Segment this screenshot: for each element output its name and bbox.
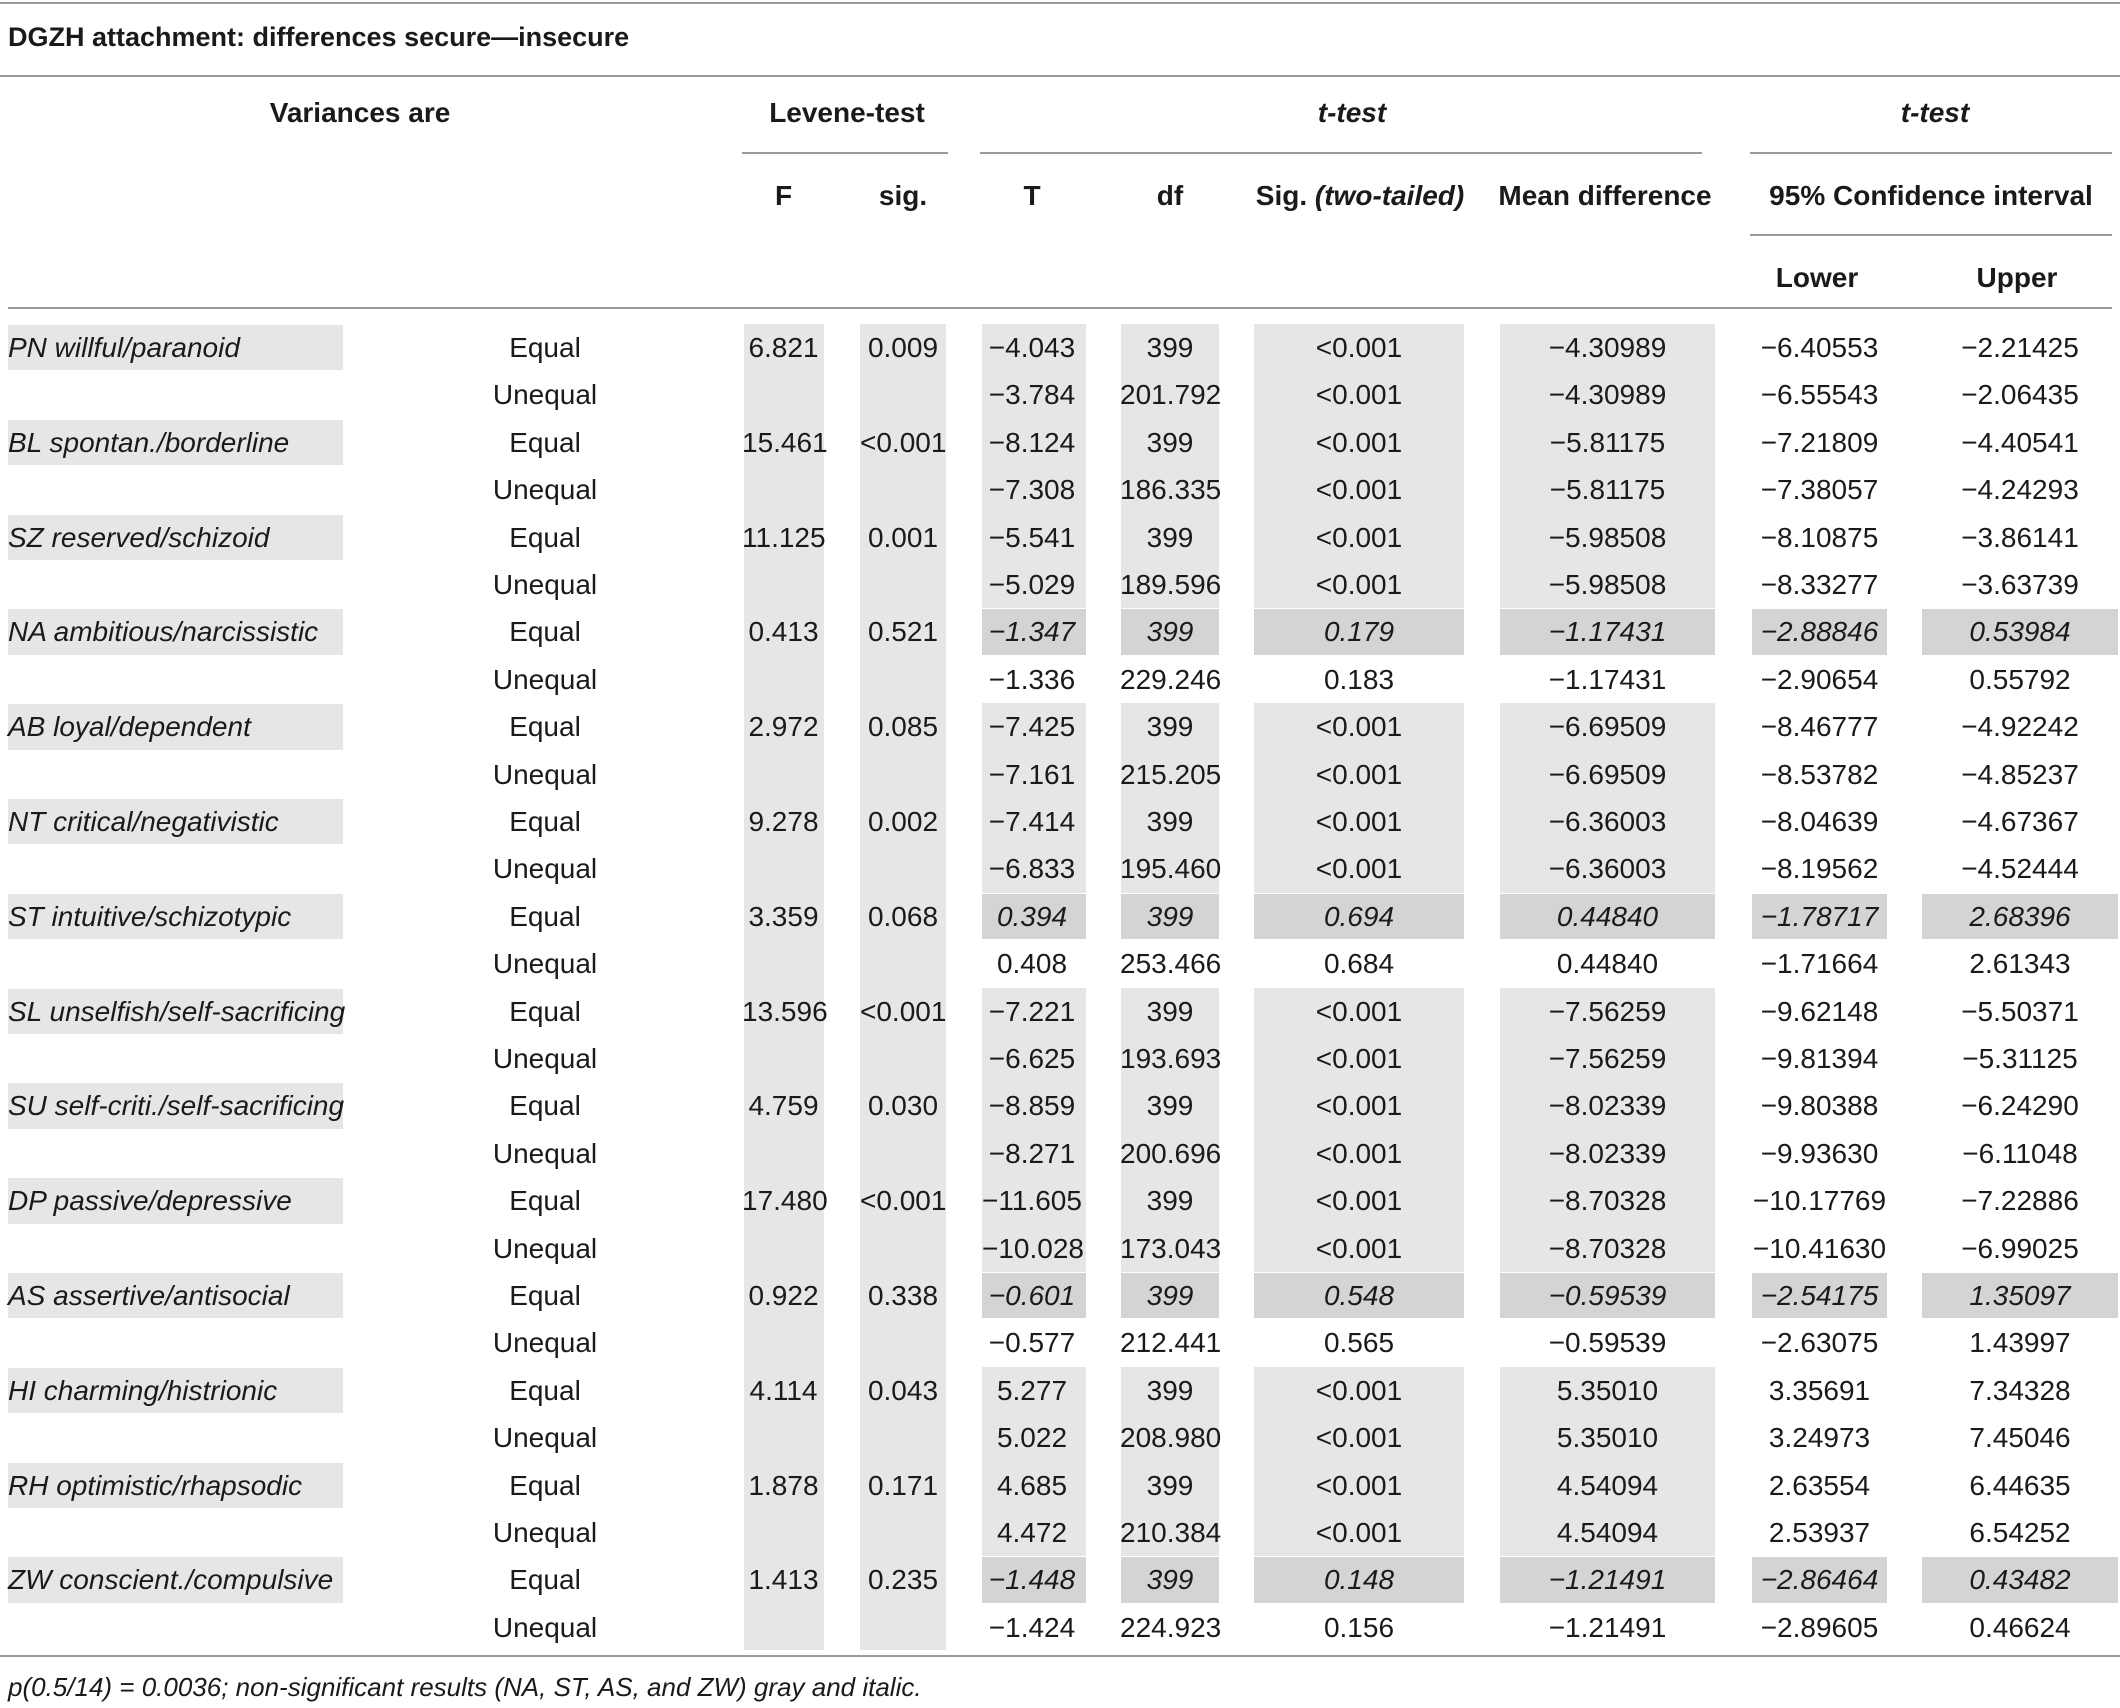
sig-two-tailed: <0.001	[1315, 1232, 1403, 1264]
sig-two-tailed: <0.001	[1315, 1185, 1403, 1217]
table-title: DGZH attachment: differences secure—insecure	[8, 22, 630, 52]
df-value: 399	[1146, 806, 1194, 837]
levene-F: 0.413	[748, 616, 819, 648]
mean-difference: −0.59539	[1548, 1327, 1667, 1359]
sig-two-tailed: 0.156	[1323, 1611, 1395, 1643]
sig-two-tailed: <0.001	[1315, 1137, 1403, 1169]
ci-upper: −4.52444	[1961, 853, 2079, 885]
sig-two-tailed: 0.148	[1323, 1564, 1395, 1596]
sig-two-tailed: <0.001	[1315, 995, 1403, 1027]
ci-upper: −3.86141	[1961, 521, 2079, 553]
df-value: 212.441	[1120, 1327, 1222, 1359]
variance-type: Equal	[509, 1185, 581, 1217]
levene-sig: 0.068	[867, 900, 939, 932]
header-levene: Levene-test	[769, 97, 925, 128]
ci-upper: 7.45046	[1969, 1422, 2071, 1454]
mean-difference: 0.44840	[1556, 948, 1659, 980]
sig-two-tailed: <0.001	[1315, 1469, 1403, 1501]
t-value: −7.221	[988, 995, 1076, 1027]
row-label: PN willful/paranoid	[8, 332, 240, 363]
ci-lower: −10.17769	[1752, 1185, 1887, 1217]
variance-type: Equal	[509, 1469, 581, 1501]
ci-lower: −7.38057	[1760, 474, 1879, 506]
levene-sig: 0.001	[867, 521, 939, 553]
variance-type: Unequal	[492, 853, 598, 885]
df-value: 193.693	[1120, 1043, 1222, 1074]
ci-lower: −8.53782	[1760, 758, 1879, 790]
header-df: df	[1156, 180, 1184, 211]
mean-difference: −5.81175	[1549, 474, 1666, 506]
ci-lower: −6.55543	[1760, 379, 1879, 411]
mean-difference: −1.17431	[1548, 616, 1667, 648]
levene-F: 17.480	[742, 1185, 828, 1217]
header-sig-two-tailed: Sig. (two-tailed)	[1255, 180, 1465, 211]
variance-type: Unequal	[492, 1043, 598, 1074]
ci-upper: −4.40541	[1961, 426, 2079, 458]
variance-type: Unequal	[492, 663, 598, 695]
t-value: −8.271	[988, 1137, 1076, 1169]
ci-upper: 2.61343	[1969, 948, 2071, 980]
levene-sig: <0.001	[860, 426, 947, 458]
mean-difference: −1.21491	[1548, 1564, 1667, 1596]
levene-rule	[742, 152, 948, 154]
df-value: 399	[1146, 332, 1194, 363]
variance-type: Unequal	[492, 379, 598, 411]
ci-lower: −8.46777	[1760, 711, 1879, 743]
variance-type: Unequal	[492, 474, 598, 506]
df-value: 210.384	[1120, 1517, 1222, 1548]
ci-lower: 3.35691	[1768, 1374, 1871, 1406]
df-value: 399	[1146, 1374, 1194, 1406]
row-label: HI charming/histrionic	[8, 1374, 278, 1406]
df-value: 399	[1146, 426, 1194, 458]
row-label: RH optimistic/rhapsodic	[8, 1469, 303, 1501]
ci-upper: −2.21425	[1961, 332, 2079, 363]
header-lower: Lower	[1775, 262, 1859, 293]
mean-difference: −8.70328	[1548, 1185, 1667, 1217]
variance-type: Unequal	[492, 1137, 598, 1169]
df-value: 399	[1146, 1564, 1194, 1596]
variance-type: Unequal	[492, 569, 598, 600]
variance-type: Equal	[509, 1374, 581, 1406]
row-label: SL unselfish/self-sacrificing	[8, 995, 346, 1027]
header-T: T	[1023, 180, 1041, 211]
t-value: −6.833	[988, 853, 1076, 885]
t-value: −0.601	[988, 1280, 1076, 1311]
mean-difference: −5.81175	[1549, 426, 1666, 458]
ci-lower: −9.80388	[1760, 1090, 1879, 1122]
levene-F: 4.114	[749, 1374, 818, 1406]
df-value: 399	[1146, 521, 1194, 553]
ci-lower: −7.21809	[1760, 426, 1879, 458]
ci-lower: −2.63075	[1760, 1327, 1879, 1359]
ci-upper: 1.43997	[1969, 1327, 2071, 1359]
df-value: 399	[1146, 1469, 1194, 1501]
variance-type: Equal	[509, 900, 581, 932]
df-value: 399	[1146, 711, 1194, 743]
ci-lower: −2.54175	[1760, 1280, 1879, 1311]
ci-upper: −6.99025	[1961, 1232, 2079, 1264]
df-value: 195.460	[1120, 853, 1222, 885]
variance-type: Unequal	[492, 1422, 598, 1454]
ci-lower: 3.24973	[1768, 1422, 1871, 1454]
mean-difference: −1.17431	[1548, 663, 1667, 695]
df-value: 215.205	[1120, 758, 1222, 790]
row-label: ST intuitive/schizotypic	[8, 900, 292, 932]
t-value: −7.425	[988, 711, 1076, 743]
t-value: −5.541	[988, 521, 1076, 553]
table-top-rule	[0, 2, 2120, 4]
table-bottom-rule	[0, 1655, 2120, 1657]
ci-upper: −4.85237	[1961, 758, 2079, 790]
df-value: 399	[1146, 1280, 1194, 1311]
variance-type: Equal	[509, 1090, 581, 1122]
mean-difference: −8.02339	[1548, 1090, 1667, 1122]
levene-F: 11.125	[742, 521, 826, 553]
levene-sig: 0.002	[867, 806, 939, 837]
ci-lower: −2.89605	[1760, 1611, 1879, 1643]
variance-type: Unequal	[492, 948, 598, 980]
ci-upper: −7.22886	[1961, 1185, 2079, 1217]
df-value: 399	[1146, 616, 1194, 648]
sig-two-tailed: <0.001	[1315, 1090, 1403, 1122]
levene-sig: 0.235	[867, 1564, 939, 1596]
title-rule	[0, 75, 2120, 77]
header-upper: Upper	[1976, 262, 2058, 293]
row-label: AB loyal/dependent	[8, 711, 251, 743]
ci-upper: 0.46624	[1969, 1611, 2071, 1643]
mean-difference: −8.02339	[1548, 1137, 1667, 1169]
df-value: 224.923	[1120, 1611, 1222, 1643]
variance-type: Unequal	[492, 1517, 598, 1548]
t-value: −8.859	[988, 1090, 1076, 1122]
t-value: −6.625	[988, 1043, 1076, 1074]
row-label: NT critical/negativistic	[8, 806, 279, 837]
row-label: BL spontan./borderline	[8, 426, 290, 458]
t-value: −7.308	[988, 474, 1076, 506]
levene-F: 0.922	[748, 1280, 819, 1311]
sig-two-tailed: <0.001	[1315, 806, 1403, 837]
sig-two-tailed: <0.001	[1315, 758, 1403, 790]
mean-difference: −5.98508	[1548, 521, 1667, 553]
ci-upper: 6.44635	[1969, 1469, 2071, 1501]
variance-type: Equal	[509, 426, 581, 458]
variance-type: Equal	[509, 806, 581, 837]
ci-upper: 0.55792	[1969, 663, 2071, 695]
ttest-rule	[980, 152, 1702, 154]
t-value: −5.029	[988, 569, 1076, 600]
sig-two-tailed: <0.001	[1315, 379, 1403, 411]
variance-type: Equal	[509, 1564, 581, 1596]
ci-upper: −2.06435	[1961, 379, 2079, 411]
df-value: 201.792	[1120, 379, 1222, 411]
t-value: −1.448	[988, 1564, 1076, 1596]
variance-type: Unequal	[492, 758, 598, 790]
mean-difference: −6.69509	[1548, 758, 1667, 790]
variance-type: Equal	[509, 995, 581, 1027]
t-value: 4.472	[996, 1517, 1068, 1548]
row-label: SZ reserved/schizoid	[8, 521, 270, 553]
mean-difference: −6.36003	[1548, 853, 1667, 885]
sig-two-tailed: <0.001	[1315, 569, 1403, 600]
ci-lower: −8.19562	[1760, 853, 1879, 885]
row-label: ZW conscient./compulsive	[8, 1564, 334, 1596]
t-value: 5.022	[996, 1422, 1068, 1454]
mean-difference: −1.21491	[1548, 1611, 1667, 1643]
ci-upper: −4.24293	[1961, 474, 2079, 506]
mean-difference: 4.54094	[1556, 1517, 1659, 1548]
levene-sig: 0.030	[867, 1090, 939, 1122]
df-value: 186.335	[1120, 474, 1222, 506]
sig-two-tailed: 0.548	[1323, 1280, 1395, 1311]
footnote: p(0.5/14) = 0.0036; non-significant results (NA, ST, AS, and ZW) gray and italic.	[8, 1672, 922, 1702]
mean-difference: −4.30989	[1548, 332, 1667, 363]
mean-difference: −6.36003	[1548, 806, 1667, 837]
ci-upper: −3.63739	[1961, 569, 2079, 600]
variance-type: Equal	[509, 521, 581, 553]
levene-F: 2.972	[748, 711, 819, 743]
header-confidence-interval: 95% Confidence interval	[1769, 180, 2093, 211]
sig-two-tailed: <0.001	[1315, 426, 1403, 458]
ci-lower: −2.90654	[1760, 663, 1879, 695]
ci-lower: −9.93630	[1760, 1137, 1879, 1169]
t-value: −11.605	[982, 1185, 1082, 1217]
t-value: −1.347	[988, 616, 1076, 648]
variance-type: Equal	[509, 1280, 581, 1311]
row-label: SU self-criti./self-sacrificing	[8, 1090, 345, 1122]
levene-sig: <0.001	[860, 995, 947, 1027]
t-value: 4.685	[996, 1469, 1068, 1501]
ci-upper: 7.34328	[1969, 1374, 2071, 1406]
df-value: 399	[1146, 900, 1194, 932]
t-value: −10.028	[982, 1232, 1084, 1264]
t-value: 0.394	[996, 900, 1068, 932]
ci-lower: −8.33277	[1760, 569, 1879, 600]
sig-two-tailed: <0.001	[1315, 521, 1403, 553]
ci-upper: −5.31125	[1962, 1043, 2078, 1074]
variance-type: Equal	[509, 616, 581, 648]
t-value: 0.408	[996, 948, 1068, 980]
t-value: −7.414	[988, 806, 1076, 837]
sig-two-tailed: 0.183	[1323, 663, 1395, 695]
df-value: 208.980	[1120, 1422, 1222, 1454]
ci-upper: 6.54252	[1969, 1517, 2071, 1548]
ci-upper: 1.35097	[1969, 1280, 2071, 1311]
variance-type: Unequal	[492, 1611, 598, 1643]
sig-two-tailed: <0.001	[1315, 1374, 1403, 1406]
levene-sig: 0.009	[867, 332, 939, 363]
t-value: −7.161	[988, 758, 1076, 790]
header-rule	[8, 307, 2112, 309]
ci-lower: −9.81394	[1760, 1043, 1879, 1074]
t-value: −4.043	[988, 332, 1076, 363]
ci-rule	[1750, 234, 2112, 236]
df-value: 253.466	[1120, 948, 1222, 980]
mean-difference: −7.56259	[1548, 1043, 1667, 1074]
ci-lower: −1.78717	[1760, 900, 1879, 932]
levene-sig: 0.521	[867, 616, 939, 648]
ci-upper: 2.68396	[1969, 900, 2071, 932]
t-value: −3.784	[988, 379, 1076, 411]
header-F: F	[774, 180, 793, 211]
df-value: 229.246	[1120, 663, 1222, 695]
levene-F: 13.596	[742, 995, 828, 1027]
ci-lower: 2.53937	[1768, 1517, 1871, 1548]
header-ttest-ci: t-test	[1900, 97, 1970, 128]
mean-difference: −5.98508	[1548, 569, 1667, 600]
t-value: −1.424	[988, 1611, 1076, 1643]
sig-two-tailed: 0.684	[1323, 948, 1395, 980]
header-mean-difference: Mean difference	[1498, 180, 1712, 211]
levene-F: 6.821	[748, 332, 819, 363]
df-value: 173.043	[1120, 1232, 1222, 1264]
levene-F: 9.278	[748, 806, 819, 837]
levene-sig: 0.043	[867, 1374, 939, 1406]
ci-upper: −4.92242	[1961, 711, 2079, 743]
sig-two-tailed: <0.001	[1315, 1422, 1403, 1454]
t-value: 5.277	[996, 1374, 1068, 1406]
levene-F: 1.878	[748, 1469, 819, 1501]
ci-lower: −10.41630	[1752, 1232, 1887, 1264]
sig-two-tailed: 0.694	[1323, 900, 1395, 932]
ci-lower: −1.71664	[1760, 948, 1879, 980]
levene-F: 3.359	[748, 900, 819, 932]
row-label: DP passive/depressive	[8, 1185, 292, 1217]
levene-sig: <0.001	[860, 1185, 947, 1217]
ci-lower: 2.63554	[1768, 1469, 1871, 1501]
sig-two-tailed: 0.565	[1323, 1327, 1395, 1359]
t-value: −1.336	[988, 663, 1076, 695]
sig-two-tailed: <0.001	[1315, 474, 1403, 506]
mean-difference: 4.54094	[1556, 1469, 1659, 1501]
row-label: AS assertive/antisocial	[8, 1280, 290, 1311]
ci-upper: 0.53984	[1969, 616, 2071, 648]
levene-sig: 0.338	[867, 1280, 939, 1311]
mean-difference: 5.35010	[1556, 1422, 1659, 1454]
mean-difference: −7.56259	[1548, 995, 1667, 1027]
row-label: NA ambitious/narcissistic	[8, 616, 319, 648]
mean-difference: 0.44840	[1556, 900, 1659, 932]
sig-two-tailed: <0.001	[1315, 1517, 1403, 1548]
levene-sig: 0.085	[867, 711, 939, 743]
ci-lower: −8.10875	[1760, 521, 1879, 553]
mean-difference: 5.35010	[1556, 1374, 1659, 1406]
mean-difference: −8.70328	[1548, 1232, 1667, 1264]
df-value: 399	[1146, 1090, 1194, 1122]
header-ttest-main: t-test	[1317, 97, 1387, 128]
ci-lower: −9.62148	[1760, 995, 1879, 1027]
variance-type: Unequal	[492, 1232, 598, 1264]
ci-upper: −6.11048	[1962, 1137, 2078, 1169]
levene-F: 1.413	[748, 1564, 819, 1596]
sig-two-tailed: <0.001	[1315, 711, 1403, 743]
variance-type: Equal	[509, 332, 581, 363]
ci-lower: −2.86464	[1760, 1564, 1879, 1596]
header-variances: Variances are	[269, 97, 451, 128]
df-value: 200.696	[1120, 1137, 1222, 1169]
sig-two-tailed: <0.001	[1315, 853, 1403, 885]
t-value: −0.577	[988, 1327, 1076, 1359]
mean-difference: −4.30989	[1548, 379, 1667, 411]
ci-upper: 0.43482	[1969, 1564, 2071, 1596]
levene-F: 15.461	[742, 426, 828, 458]
t-value: −8.124	[988, 426, 1076, 458]
ci-lower: −2.88846	[1760, 616, 1879, 648]
variance-type: Equal	[509, 711, 581, 743]
levene-F: 4.759	[748, 1090, 819, 1122]
variance-type: Unequal	[492, 1327, 598, 1359]
ci-lower: −6.40553	[1760, 332, 1879, 363]
df-value: 399	[1146, 995, 1194, 1027]
sig-two-tailed: <0.001	[1315, 1043, 1403, 1074]
ci-upper: −5.50371	[1961, 995, 2079, 1027]
ci-upper: −6.24290	[1961, 1090, 2079, 1122]
mean-difference: −6.69509	[1548, 711, 1667, 743]
mean-difference: −0.59539	[1548, 1280, 1667, 1311]
ci-lower: −8.04639	[1760, 806, 1879, 837]
df-value: 189.596	[1120, 569, 1222, 600]
ttest-ci-rule	[1750, 152, 2112, 154]
ci-upper: −4.67367	[1961, 806, 2079, 837]
df-value: 399	[1146, 1185, 1194, 1217]
sig-two-tailed: 0.179	[1323, 616, 1395, 648]
levene-sig: 0.171	[867, 1469, 939, 1501]
header-sig: sig.	[878, 180, 928, 211]
sig-two-tailed: <0.001	[1315, 332, 1403, 363]
